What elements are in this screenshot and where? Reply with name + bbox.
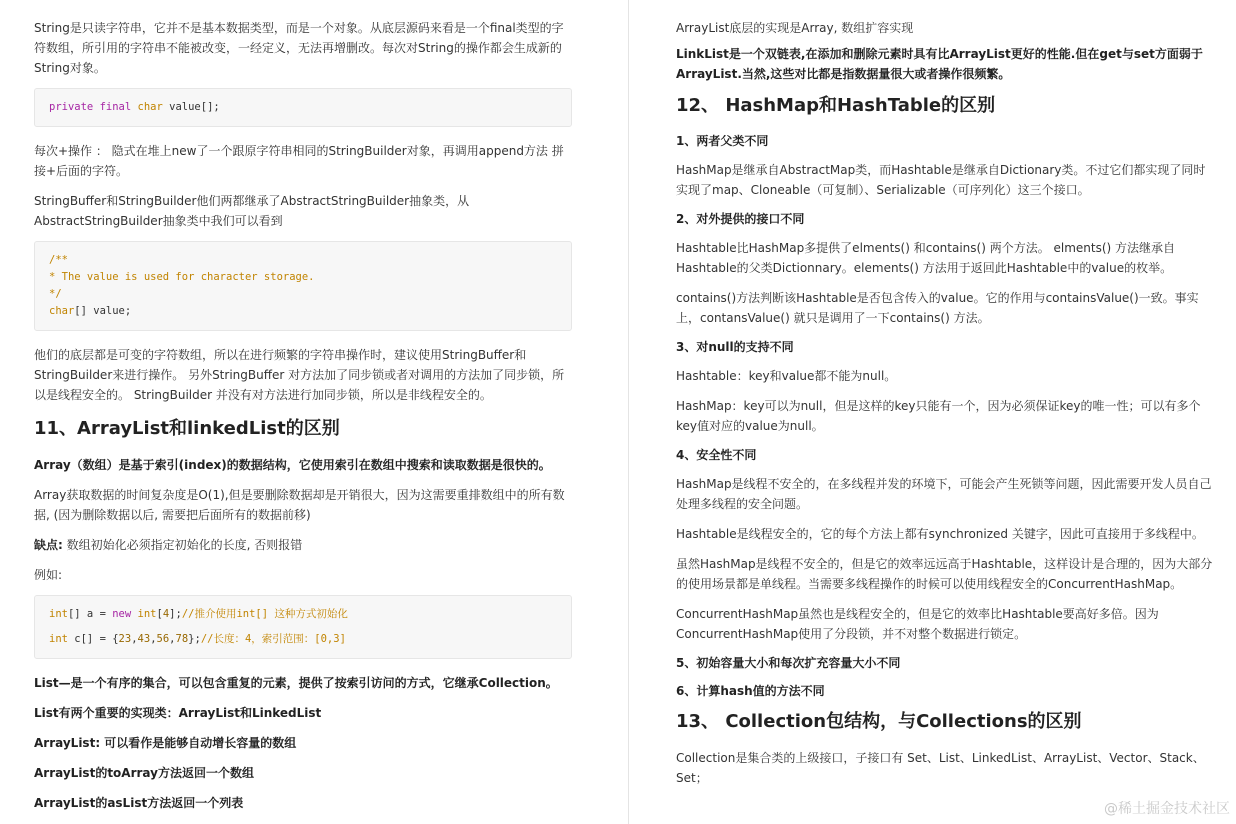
code-block-string-value [34,88,572,127]
paragraph: Hashtable是线程安全的，它的每个方法上都有synchronized 关键字，因此可直接用于多线程中。 [676,527,1204,541]
paragraph: HashMap：key可以为null，但是这样的key只能有一个，因为必须保证key的唯一性；可以有多个key值对应的value为null。 [676,399,1201,433]
paragraph: ConcurrentHashMap虽然也是线程安全的，但是它的效率比Hashtable要高好多倍。因为ConcurrentHashMap使用了分段锁，并不对整个数据进行锁定。 [676,607,1159,641]
paragraph: 虽然HashMap是线程不安全的，但是它的效率远远高于Hashtable，这样设计是合理的，因为大部分的使用场景都是单线程。当需要多线程操作的时候可以使用线程安全的ConcurrentHashMap。 [676,557,1213,591]
paragraph: HashMap是线程不安全的，在多线程并发的环境下，可能会产生死锁等问题，因此需要开发人员自己处理多线程的安全问题。 [676,477,1212,511]
paragraph-bold: ArrayList的toArray方法返回一个数组 [34,766,254,780]
paragraph: Hashtable：key和value都不能为null。 [676,369,897,383]
paragraph: String是只读字符串，它并不是基本数据类型，而是一个对象。从底层源码来看是一个final类型的字符数组，所引用的字符串不能被改变，一经定义，无法再增删改。每次对String的操作都会生成新的String对象。 [34,21,564,75]
watermark: @稀土掘金技术社区 [1104,801,1230,817]
right-column [618,0,1236,824]
paragraph-bold: Array（数组）是基于索引(index)的数据结构，它使用索引在数组中搜索和读取数据是很快的。 [34,458,551,472]
section-heading-13: 13、 Collection包结构，与Collections的区别 [676,711,1082,732]
paragraph-bold: ArrayList: 可以看作是能够自动增长容量的数组 [34,736,297,750]
paragraph: ArrayList底层的实现是Array, 数组扩容实现 [676,21,914,35]
code-block-char-array [34,241,572,331]
subheading: 6、计算hash值的方法不同 [676,684,825,698]
paragraph: 每次+操作 ： 隐式在堆上new了一个跟原字符串相同的StringBuilder对象，再调用append方法 拼接+后面的字符。 [34,144,564,178]
paragraph: Collection是集合类的上级接口，子接口有 Set、List、LinkedList、ArrayList、Vector、Stack、Set； [676,751,1205,785]
paragraph-bold: LinkList是一个双链表,在添加和删除元素时具有比ArrayList更好的性能.但在get与set方面弱于ArrayList.当然,这些对比都是指数据量很大或者操作很频繁。 [676,47,1203,81]
code-line: /** [49,254,68,266]
code-line: * The value is used for character storage. [49,271,315,283]
paragraph: Hashtable比HashMap多提供了elments() 和contains() 两个方法。 elments() 方法继承自Hashtable的父类Dictionnary。elements() 方法用于返回此Hashtable中的value的枚举。 [676,241,1176,275]
code-block-array-init [34,595,572,659]
paragraph: 例如: [34,568,63,582]
paragraph: contains()方法判断该Hashtable是否包含传入的value。它的作用与containsValue()一致。事实上，contansValue() 就只是调用了一下contains() 方法。 [676,291,1199,325]
code-line: private final char value[]; [49,101,220,113]
code-line: */ [49,288,62,300]
paragraph [34,535,572,555]
subheading: 2、对外提供的接口不同 [676,212,805,226]
label-bold: 缺点: [34,538,63,552]
paragraph-bold: List有两个重要的实现类：ArrayList和LinkedList [34,706,322,720]
paragraph: 他们的底层都是可变的字符数组，所以在进行频繁的字符串操作时，建议使用StringBuffer和StringBuilder来进行操作。 另外StringBuffer 对方法加了同步锁或者对调用的方法加了同步锁，所以是线程安全的。 StringBuilder 并没有对方法进行加同步锁，所以是非线程安全的。 [34,348,565,402]
subheading: 3、对null的支持不同 [676,340,794,354]
label-text: 数组初始化必须指定初始化的长度, 否则报错 [62,538,303,552]
paragraph-bold: ArrayList的asList方法返回一个列表 [34,796,244,810]
section-heading-11: 11、ArrayList和linkedList的区别 [34,418,340,439]
section-heading-12: 12、 HashMap和HashTable的区别 [676,95,996,116]
code-line: char[] value; [49,305,132,317]
code-line: int[] a = new int[4];//推介使用int[] 这种方式初始化 [49,608,348,620]
code-line: int c[] = {23,43,56,78};//长度：4，索引范围：[0,3] [49,633,346,645]
paragraph: HashMap是继承自AbstractMap类，而Hashtable是继承自Dictionary类。不过它们都实现了同时实现了map、Cloneable（可复制）、Serializable（可序列化）这三个接口。 [676,163,1206,197]
paragraph: Array获取数据的时间复杂度是O(1),但是要删除数据却是开销很大，因为这需要重排数组中的所有数据, (因为删除数据以后, 需要把后面所有的数据前移) [34,488,565,522]
subheading: 1、两者父类不同 [676,134,769,148]
subheading: 5、初始容量大小和每次扩充容量大小不同 [676,656,901,670]
paragraph-bold: List—是一个有序的集合，可以包含重复的元素，提供了按索引访问的方式，它继承Collection。 [34,676,558,690]
paragraph: StringBuffer和StringBuilder他们两都继承了AbstractStringBuilder抽象类，从AbstractStringBuilder抽象类中我们可以看到 [34,194,470,228]
subheading: 4、安全性不同 [676,448,757,462]
